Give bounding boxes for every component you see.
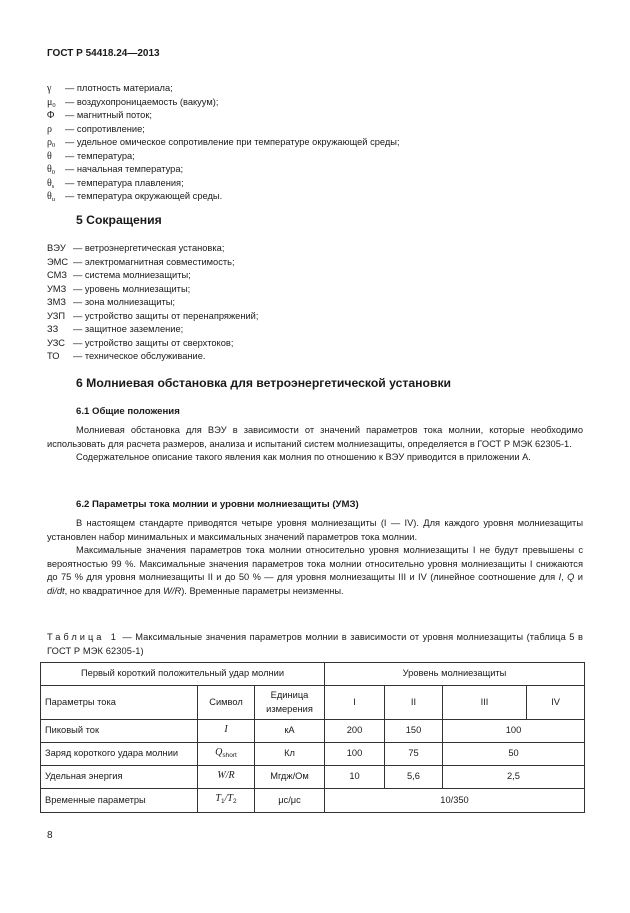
table-caption: Таблица 1 — Максимальные значения параметров молнии в зависимости от уровня молниезащиты (таблица 5 в ГОСТ Р МЭК 62305-1) <box>47 632 583 656</box>
group-header: Первый короткий положительный удар молнии <box>41 663 325 686</box>
abbreviation-row: ЗЗ — защитное заземление; <box>47 324 184 334</box>
symbol-cell: $T_1/T_2$ <box>198 789 255 813</box>
abbreviation-list <box>47 242 258 364</box>
symbol-row: γ — плотность материала; <box>47 83 173 94</box>
column-header-unit: Единица измерения <box>255 686 325 720</box>
lightning-parameters-table <box>40 662 585 813</box>
subsection-6-2-body <box>47 517 583 598</box>
table-header-row <box>41 663 585 686</box>
level-header: Уровень молниезащиты <box>325 663 585 686</box>
table-row <box>41 720 585 743</box>
section-5-title: 5 Сокращения <box>76 213 162 227</box>
column-header-level: IV <box>527 686 585 720</box>
symbol-cell: W/R <box>198 766 255 789</box>
symbol-list <box>47 82 400 204</box>
subsection-6-1-body <box>47 424 583 465</box>
symbol-row: Φ — магнитный поток; <box>47 110 152 121</box>
column-header-level: I <box>325 686 385 720</box>
symbol-row: $\rho_0$ — удельное омическое сопротивление при температуре окружающей среды; <box>47 137 400 149</box>
paragraph: Содержательное описание такого явления как молния по отношению к ВЭУ приводится в приложении А. <box>76 452 531 462</box>
value-cell: 100 <box>443 720 585 743</box>
table-header-row <box>41 686 585 720</box>
unit-cell: кА <box>255 720 325 743</box>
section-6-title: 6 Молниевая обстановка для ветроэнергетической установки <box>76 376 452 390</box>
param-cell: Удельная энергия <box>41 766 198 789</box>
unit-cell: Мгдж/Ом <box>255 766 325 789</box>
document-header: ГОСТ Р 54418.24—2013 <box>47 48 160 59</box>
value-cell: 10/350 <box>325 789 585 813</box>
value-cell: 10 <box>325 766 385 789</box>
column-header-symbol: Символ <box>198 686 255 720</box>
column-header-level: III <box>443 686 527 720</box>
value-cell: 200 <box>325 720 385 743</box>
symbol-cell: I <box>198 720 255 743</box>
value-cell: 100 <box>325 743 385 766</box>
symbol-row: $\mu_0$ — воздухопроницаемость (вакуум); <box>47 96 219 109</box>
abbreviation-row: СМЗ — система молниезащиты; <box>47 270 191 280</box>
abbreviation-row: УЗП — устройство защиты от перенапряжений; <box>47 310 259 321</box>
symbol-row: $\theta_0$ — начальная температура; <box>47 164 184 176</box>
abbreviation-row: ВЭУ — ветроэнергетическая установка; <box>47 243 225 253</box>
table-row <box>41 743 585 766</box>
column-header-param: Параметры тока <box>41 686 198 720</box>
value-cell: 5,6 <box>385 766 443 789</box>
table-row <box>41 789 585 813</box>
abbreviation-row: УЗС — устройство защиты от сверхтоков; <box>47 337 234 348</box>
subsection-6-2-title: 6.2 Параметры тока молнии и уровни молниезащиты (УМЗ) <box>76 499 359 510</box>
abbreviation-row: ЭМС — электромагнитная совместимость; <box>47 256 235 267</box>
param-cell: Пиковый ток <box>41 720 198 743</box>
abbreviation-row: ТО — техническое обслуживание. <box>47 351 206 361</box>
abbreviation-row: ЗМЗ — зона молниезащиты; <box>47 297 175 307</box>
symbol-row: θ — температура; <box>47 150 135 162</box>
symbol-cell: $Q_{short}$ <box>198 743 255 766</box>
table-row <box>41 766 585 789</box>
column-header-level: II <box>385 686 443 720</box>
paragraph: Молниевая обстановка для ВЭУ в зависимости от значений параметров тока молнии, которые необходимо использовать для расчета размеров, анализа и испытаний систем молниезащиты, определяется в ГОСТ Р МЭК 62305-1. <box>47 425 583 449</box>
value-cell: 50 <box>443 743 585 766</box>
abbreviation-row: УМЗ — уровень молниезащиты; <box>47 283 191 294</box>
unit-cell: Кл <box>255 743 325 766</box>
unit-cell: μс/μс <box>255 789 325 813</box>
page-number: 8 <box>47 830 53 841</box>
paragraph: Максимальные значения параметров тока молнии относительно уровня молниезащиты I не будут превышены с вероятностью 99 %. Максимальные значения параметров тока молнии относительно уровня молниезащиты I снижаются до 75 % для уровня молниезащиты II и до 50 % — для уровня молниезащиты III и IV (линейное соотношение для I, Q и di/dt, но квадратичное для W/R). Временные параметры неизменны. <box>47 545 583 596</box>
subsection-6-1-title: 6.1 Общие положения <box>76 406 180 417</box>
value-cell: 2,5 <box>443 766 585 789</box>
param-cell: Временные параметры <box>41 789 198 813</box>
symbol-row: ρ — сопротивление; <box>47 123 145 135</box>
param-cell: Заряд короткого удара молнии <box>41 743 198 766</box>
value-cell: 150 <box>385 720 443 743</box>
symbol-row: $\theta_u$ — температура окружающей среды. <box>47 191 223 203</box>
value-cell: 75 <box>385 743 443 766</box>
paragraph: В настоящем стандарте приводятся четыре уровня молниезащиты (I — IV). Для каждого уровня молниезащиты установлен набор минимальных и максимальных значений параметров тока молнии. <box>47 518 583 542</box>
symbol-row: $\theta_s$ — температура плавления; <box>47 177 184 190</box>
